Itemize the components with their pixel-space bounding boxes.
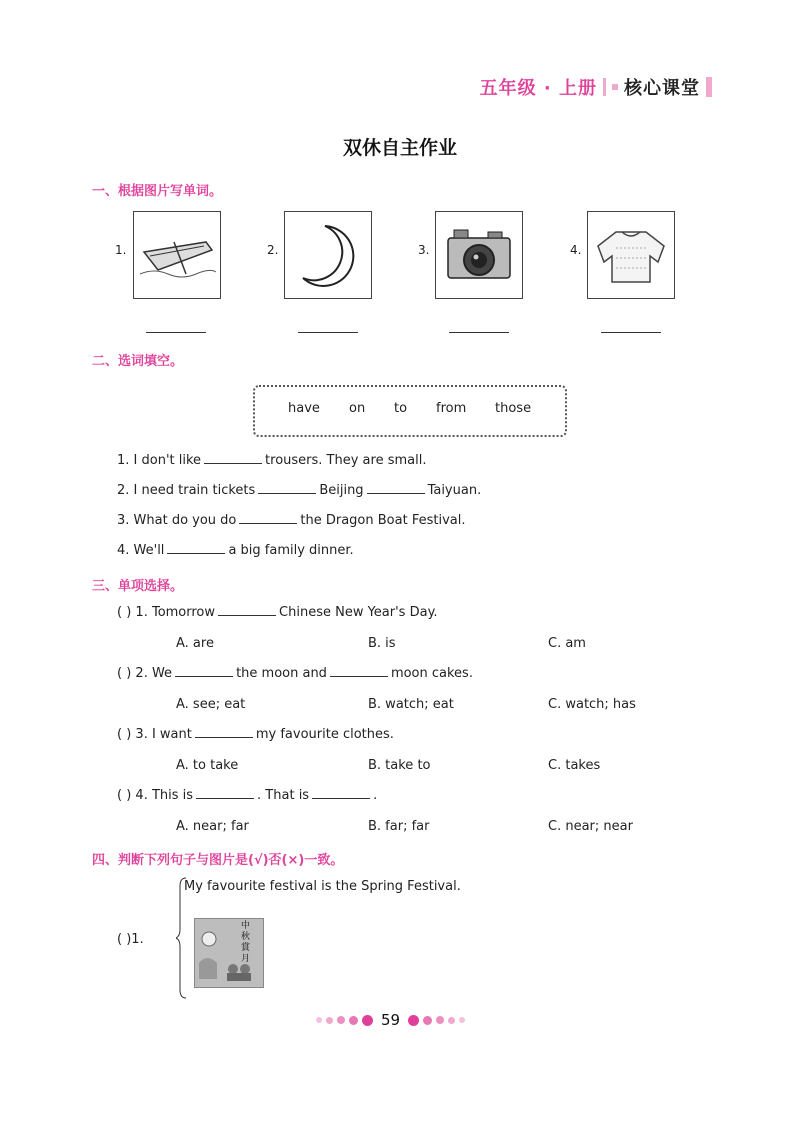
s3-q-text: my favourite clothes. bbox=[255, 727, 394, 742]
fill-blank[interactable] bbox=[167, 543, 225, 554]
word-bank-word: on bbox=[349, 401, 366, 416]
s3-q-text: . bbox=[373, 788, 378, 803]
s2-q-text: 1. I don't like bbox=[117, 453, 202, 468]
s3-question bbox=[117, 727, 394, 742]
option-c[interactable]: C. near; near bbox=[548, 819, 633, 834]
grade-label: 五年级 · 上册 bbox=[479, 78, 597, 99]
fill-blank[interactable] bbox=[196, 788, 254, 799]
footer-dot bbox=[349, 1016, 358, 1025]
section1-heading: 一、根据图片写单词。 bbox=[92, 184, 223, 199]
footer-dot bbox=[459, 1017, 465, 1023]
brace-bracket bbox=[176, 876, 188, 1000]
s3-q-text: moon cakes. bbox=[390, 666, 473, 681]
fill-blank[interactable] bbox=[204, 453, 262, 464]
footer-dot bbox=[337, 1016, 345, 1024]
word-bank-word: to bbox=[394, 401, 408, 416]
crescent-moon-icon bbox=[285, 212, 371, 298]
option-a[interactable]: A. near; far bbox=[176, 819, 249, 834]
s3-q-text: 1. Tomorrow bbox=[135, 605, 216, 620]
answer-paren[interactable]: ( ) bbox=[117, 727, 132, 742]
s1-image-box bbox=[133, 211, 221, 299]
footer-dot bbox=[448, 1017, 455, 1024]
s2-question bbox=[117, 543, 354, 558]
section4-heading: 四、判断下列句子与图片是(√)否(×)一致。 bbox=[92, 853, 344, 868]
series-label: 核心课堂 bbox=[624, 78, 700, 99]
s2-q-text: 2. I need train tickets bbox=[117, 483, 256, 498]
s1-item-num: 4. bbox=[570, 243, 582, 257]
word-bank-word: those bbox=[495, 401, 532, 416]
s1-item-num: 2. bbox=[267, 243, 279, 257]
option-b[interactable]: B. is bbox=[368, 636, 396, 651]
s1-item-num: 3. bbox=[418, 243, 430, 257]
sweater-icon bbox=[588, 212, 674, 298]
s1-answer-line[interactable] bbox=[298, 332, 358, 333]
option-b[interactable]: B. take to bbox=[368, 758, 431, 773]
fill-blank[interactable] bbox=[367, 483, 425, 494]
footer-dot bbox=[436, 1016, 444, 1024]
s1-answer-line[interactable] bbox=[601, 332, 661, 333]
word-bank-word: have bbox=[288, 401, 320, 416]
option-a[interactable]: A. to take bbox=[176, 758, 239, 773]
s1-image-box bbox=[587, 211, 675, 299]
fill-blank[interactable] bbox=[195, 727, 253, 738]
s2-question bbox=[117, 483, 481, 498]
page-title: 双休自主作业 bbox=[342, 137, 457, 159]
header-bar bbox=[706, 77, 712, 97]
s1-image-box bbox=[435, 211, 523, 299]
s3-question bbox=[117, 605, 438, 620]
s1-item-num: 1. bbox=[115, 243, 127, 257]
fill-blank[interactable] bbox=[330, 666, 388, 677]
s3-question bbox=[117, 788, 377, 803]
festival-image bbox=[194, 918, 264, 988]
fill-blank[interactable] bbox=[239, 513, 297, 524]
page-footer bbox=[316, 1011, 465, 1029]
s2-q-text: trousers. They are small. bbox=[265, 453, 427, 468]
s3-q-text: the moon and bbox=[236, 666, 327, 681]
s2-q-text: 3. What do you do bbox=[117, 513, 237, 528]
s2-q-text: a big family dinner. bbox=[228, 543, 354, 558]
footer-dot bbox=[326, 1017, 333, 1024]
answer-paren[interactable]: ( )1. bbox=[117, 932, 144, 947]
s3-question bbox=[117, 666, 473, 681]
rowboat-icon bbox=[134, 212, 220, 298]
option-c[interactable]: C. am bbox=[548, 636, 586, 651]
page-header bbox=[480, 74, 712, 100]
fill-blank[interactable] bbox=[175, 666, 233, 677]
page-number: 59 bbox=[381, 1011, 401, 1029]
s2-q-text: Beijing bbox=[319, 483, 364, 498]
section3-heading: 三、单项选择。 bbox=[92, 579, 184, 594]
s1-answer-line[interactable] bbox=[449, 332, 509, 333]
fill-blank[interactable] bbox=[218, 605, 276, 616]
word-bank-word: from bbox=[436, 401, 467, 416]
s2-question bbox=[117, 453, 426, 468]
s2-q-text: the Dragon Boat Festival. bbox=[300, 513, 466, 528]
s2-question bbox=[117, 513, 465, 528]
header-separator bbox=[603, 78, 606, 96]
footer-dot bbox=[423, 1016, 432, 1025]
option-c[interactable]: C. takes bbox=[548, 758, 601, 773]
footer-dot bbox=[316, 1017, 322, 1023]
s3-q-text: 4. This is bbox=[135, 788, 194, 803]
section2-heading: 二、选词填空。 bbox=[92, 354, 184, 369]
option-a[interactable]: A. are bbox=[176, 636, 214, 651]
s2-q-text: Taiyuan. bbox=[427, 483, 482, 498]
option-b[interactable]: B. far; far bbox=[368, 819, 430, 834]
s3-q-text: 3. I want bbox=[135, 727, 192, 742]
s4-sentence: My favourite festival is the Spring Festival. bbox=[184, 879, 461, 894]
answer-paren[interactable]: ( ) bbox=[117, 605, 132, 620]
s2-q-text: 4. We'll bbox=[117, 543, 165, 558]
s3-q-text: 2. We bbox=[135, 666, 173, 681]
header-dot bbox=[612, 84, 618, 90]
option-b[interactable]: B. watch; eat bbox=[368, 697, 454, 712]
fill-blank[interactable] bbox=[258, 483, 316, 494]
s3-q-text: . That is bbox=[257, 788, 310, 803]
footer-dot bbox=[408, 1015, 419, 1026]
footer-dot bbox=[362, 1015, 373, 1026]
option-c[interactable]: C. watch; has bbox=[548, 697, 636, 712]
answer-paren[interactable]: ( ) bbox=[117, 788, 132, 803]
festival-image-caption: 中秋賞月 bbox=[241, 921, 251, 964]
s1-image-box bbox=[284, 211, 372, 299]
fill-blank[interactable] bbox=[312, 788, 370, 799]
s3-q-text: Chinese New Year's Day. bbox=[279, 605, 438, 620]
s1-answer-line[interactable] bbox=[146, 332, 206, 333]
camera-icon bbox=[436, 212, 522, 298]
answer-paren[interactable]: ( ) bbox=[117, 666, 132, 681]
option-a[interactable]: A. see; eat bbox=[176, 697, 246, 712]
